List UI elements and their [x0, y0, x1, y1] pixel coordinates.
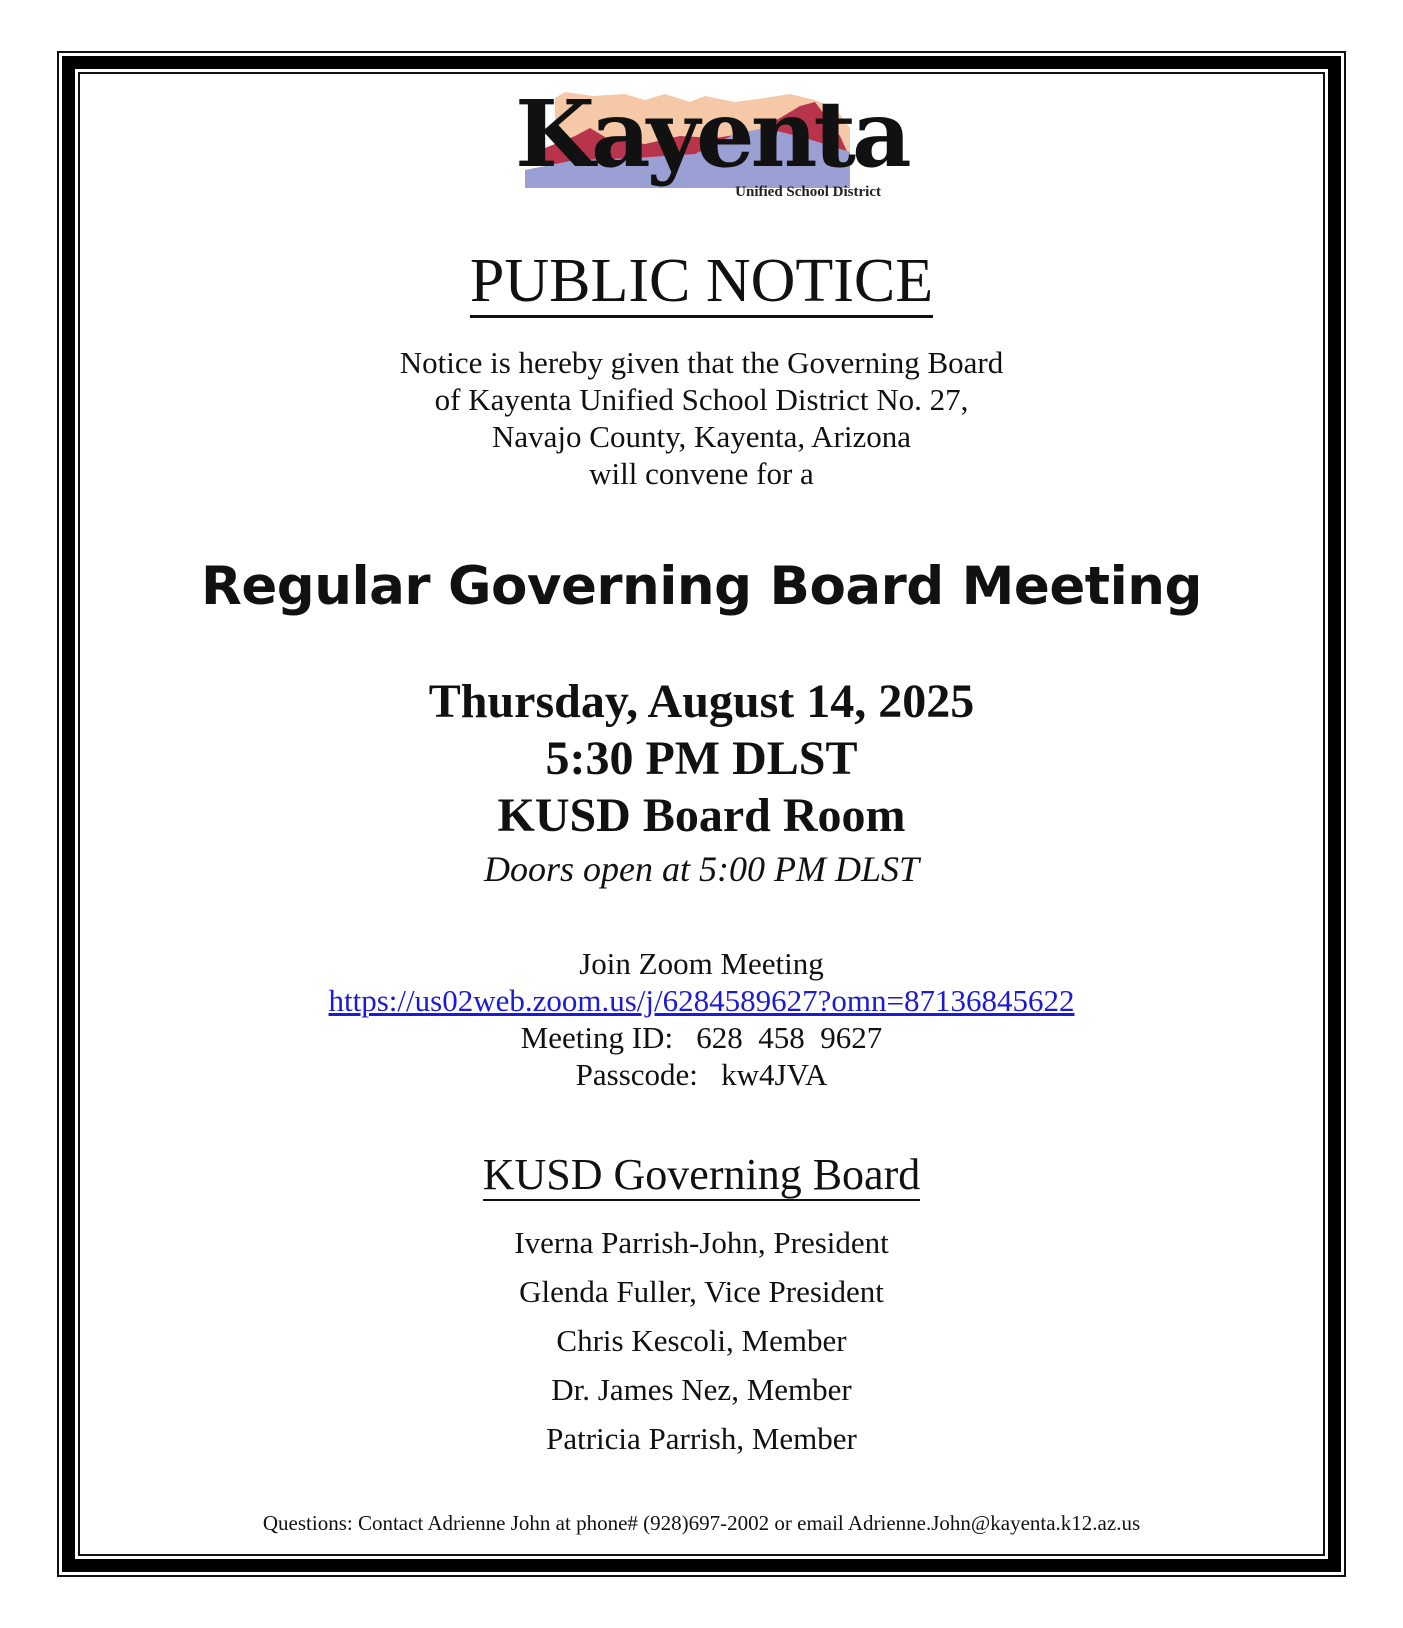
board-member: Chris Kescoli, Member [556, 1323, 847, 1358]
intro-line: of Kayenta Unified School District No. 27, [434, 382, 969, 417]
board-member: Dr. James Nez, Member [551, 1372, 852, 1407]
meeting-details [0, 673, 1403, 844]
zoom-meeting-id: Meeting ID: 628 458 9627 [520, 1020, 883, 1055]
board-members-list [0, 1218, 1403, 1463]
board-member: Patricia Parrish, Member [546, 1421, 857, 1456]
intro-line: Notice is hereby given that the Governing Board [399, 345, 1004, 380]
board-member: Glenda Fuller, Vice President [519, 1274, 884, 1309]
meeting-date: Thursday, August 14, 2025 [428, 675, 975, 728]
logo-wordmark: Kayenta [515, 80, 908, 188]
meeting-location: KUSD Board Room [497, 789, 906, 842]
zoom-link[interactable]: https://us02web.zoom.us/j/6284589627?omn=87136845622 [328, 983, 1075, 1018]
page-title: PUBLIC NOTICE [0, 248, 1403, 314]
zoom-section [0, 945, 1403, 1093]
doors-open-note: Doors open at 5:00 PM DLST [483, 849, 919, 889]
zoom-heading: Join Zoom Meeting [579, 946, 824, 981]
district-logo [515, 80, 908, 206]
intro-line: will convene for a [589, 456, 814, 491]
logo-subtitle: Unified School District [735, 184, 881, 200]
board-heading: KUSD Governing Board [482, 1150, 921, 1199]
meeting-time: 5:30 PM DLST [545, 732, 858, 785]
board-member: Iverna Parrish-John, President [514, 1225, 889, 1260]
zoom-passcode: Passcode: kw4JVA [575, 1057, 828, 1092]
meeting-type-heading: Regular Governing Board Meeting [201, 556, 1202, 617]
intro-line: Navajo County, Kayenta, Arizona [492, 419, 911, 454]
contact-footer: Questions: Contact Adrienne John at phone# (928)697-2002 or email Adrienne.John@kayenta.k12.az.us [262, 1511, 1141, 1535]
intro-paragraph [0, 344, 1403, 492]
